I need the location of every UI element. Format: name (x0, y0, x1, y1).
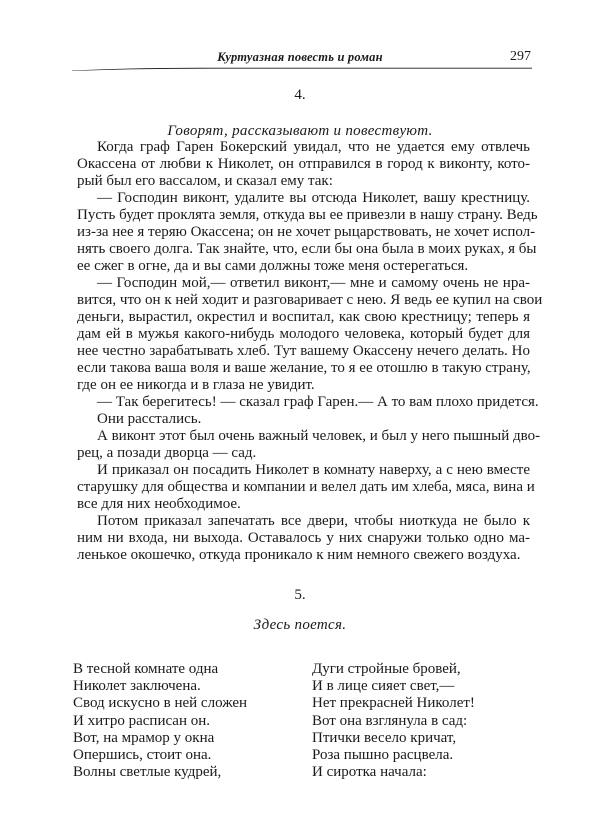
text-line: Потом приказал запечатать все двери, чтобы ниоткуда не было к (97, 513, 530, 529)
text-line: рец, а позади дворца — сад. (77, 445, 257, 461)
paragraph (77, 411, 530, 428)
poem-line: Птички весело кричат, (312, 729, 457, 746)
text-line: Пусть будет проклята земля, откуда вы ее привезли в нашу страну. Ведь (77, 207, 538, 223)
text-line: нять своего долга. Так знайте, что, если бы она была в моих руках, я бы (77, 241, 537, 257)
text-line: деньги, вырастил, окрестил и воспитал, как свою крестницу; теперь я (77, 309, 530, 325)
text-line: нее честно зарабатывать хлеб. Тут вашему Окассену нечего делать. Но (77, 343, 530, 359)
poem-line: И в лице сияет свет,— (312, 678, 455, 695)
paragraph (77, 513, 530, 564)
text-line: старушку для общества и компании и велел дать им хлеба, мяса, вина и (77, 479, 535, 495)
poem-line: Свод искусно в ней сложен (73, 695, 248, 712)
text-line: — Так берегитесь! — сказал граф Гарен.— А то вам плохо придется. (97, 394, 539, 410)
poem-line: Вот она взглянула в сад: (312, 712, 468, 729)
section-title: Говорят, рассказывают и повествуют. (167, 123, 433, 139)
poem-line: И сиротка начала: (312, 764, 427, 781)
text-line: Когда граф Гарен Бокерский увидал, что не удается ему отвлечь (97, 139, 530, 155)
paragraph (77, 190, 538, 275)
text-line: Они расстались. (97, 411, 202, 427)
poem-line: Вот, на мрамор у окна (73, 729, 215, 746)
poem-line: Роза пышно расцвела. (312, 747, 454, 764)
text-line: рый был его вассалом, и сказал ему так: (77, 173, 333, 189)
text-line: дам ей в мужья какого-нибудь молодого человека, который будет для (77, 326, 530, 342)
poem-line: В тесной комнате одна (73, 661, 219, 677)
poem-line: Волны светлые кудрей, (73, 764, 222, 781)
text-line: если такова ваша воля и ваше желание, то я ее отошлю в такую страну, (77, 360, 531, 376)
text-line: из-за нее я теряю Окассена; он не хочет рыцарствовать, не хочет испол- (77, 224, 536, 240)
header-rule (72, 67, 532, 71)
running-header-title: Куртуазная повесть и роман (217, 50, 383, 64)
page-number: 297 (510, 49, 531, 64)
poem-line: Опершись, стоит она. (73, 747, 212, 764)
text-line: — Господин мой,— ответил виконт,— мне и самому очень не нра- (97, 275, 530, 291)
paragraph (77, 462, 535, 513)
text-line: Окассена от любви к Николет, он отправился в город к виконту, кото- (77, 156, 530, 172)
text-line: вится, что он к ней ходит и разговаривает с нею. Я ведь ее купил на свои (77, 292, 543, 308)
paragraph (77, 394, 539, 411)
poem-line: Дуги стройные бровей, (312, 661, 461, 677)
section-body (77, 139, 543, 564)
poem-line: Николет заключена. (73, 678, 201, 695)
paragraph (77, 139, 530, 190)
text-line: А виконт этот был очень важный человек, и был у него пышный дво- (97, 428, 541, 444)
text-line: где он ее никогда и в глаза не увидит. (77, 377, 315, 393)
poem-left-column (73, 661, 247, 781)
text-line: — Господин виконт, удалите вы отсюда Николет, вашу крестницу. (97, 190, 530, 206)
text-line: И приказал он посадить Николет в комнату наверху, а с нею вместе (97, 462, 530, 478)
poem-line: Нет прекрасней Николет! (312, 695, 475, 712)
section-number: 5. (294, 587, 306, 603)
section-number: 4. (294, 87, 306, 103)
section-title: Здесь поется. (253, 617, 347, 633)
paragraph (77, 275, 543, 394)
paragraph (77, 428, 541, 462)
text-line: ленькое окошечко, откуда проникало к ним немного свежего воздуха. (77, 547, 521, 563)
text-line: ее сжег в огне, да и вы сами должны тоже меня остерегаться. (77, 258, 469, 274)
text-line: все для них необходимое. (77, 496, 241, 512)
text-line: ним ни входа, ни выхода. Оставалось у них снаружи только одно ма- (77, 530, 530, 546)
poem-right-column (312, 661, 475, 781)
poem-line: И хитро расписан он. (73, 712, 211, 729)
